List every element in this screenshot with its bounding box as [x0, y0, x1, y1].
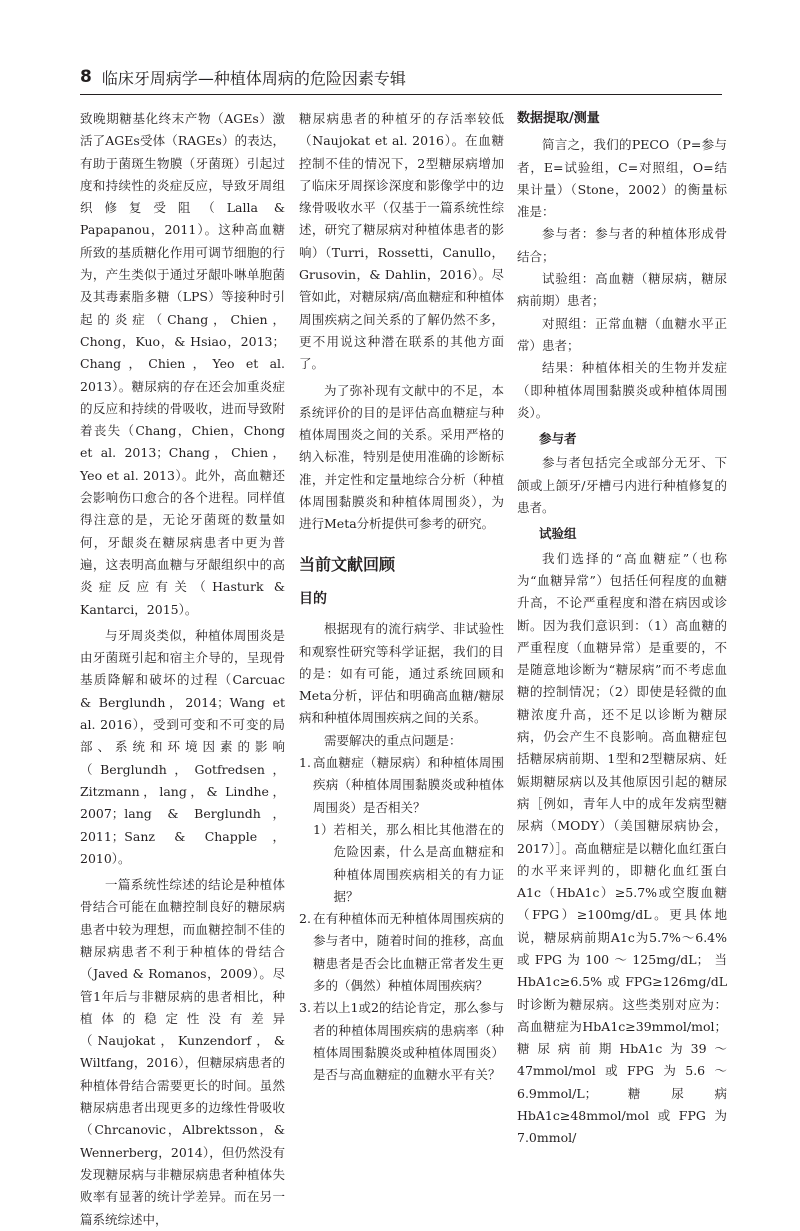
- column-middle: [299, 108, 504, 1086]
- paragraph: 需要解决的重点问题是：: [324, 732, 462, 748]
- minor-heading: 试验组: [539, 526, 577, 542]
- section-heading: 当前文献回顾: [299, 554, 396, 574]
- paragraph: 对照组：正常血糖（血糖水平正常）患者；: [517, 315, 727, 353]
- paragraph: 参与者包括完全或部分无牙、下颌或上颌牙/牙槽弓内进行种植修复的患者。: [517, 455, 727, 516]
- list-text: 高血糖症（糖尿病）和种植体周围疾病（种植体周围黏膜炎或种植体周围炎）是否相关？: [313, 755, 504, 815]
- paragraph: 致晚期糖基化终末产物（AGEs）激活了AGEs受体（RAGEs）的表达，有助于菌斑生物膜（牙菌斑）引起过度和持续性的炎症反应，导致牙周组织修复受阻（Lalla & Papapanou，2011）。这种高血糖所致的基质糖化作用可调节细胞的行为，产生类似于通过牙龈卟啉单胞菌及其毒素脂多糖（LPS）等接种时引起的炎症（Chang，Chien，Chong，Kuo，& Hsiao，2013；Chang，Chien，Yeo et al. 2013）。糖尿病的存在还会加重炎症的反应和持续的骨吸收，进而导致附着丧失（Chang，Chien，Chong et al. 2013；Chang，Chien，Yeo et al. 2013）。此外，高血糖还会影响伤口愈合的各个进程。同样值得注意的是，无论牙菌斑的数量如何，牙龈炎在糖尿病患者中更为普遍，这表明高血糖与牙龈组织中的高炎症反应有关（Hasturk & Kantarci，2015）。: [80, 111, 285, 617]
- page-header: [80, 62, 760, 92]
- list-number: 1.: [299, 755, 311, 771]
- list-item: [299, 997, 504, 1086]
- list-item: [299, 908, 504, 997]
- list-item: [299, 752, 504, 819]
- list-subitem: [313, 819, 504, 908]
- paragraph: 与牙周炎类似，种植体周围炎是由牙菌斑引起和宿主介导的，呈现骨基质降解和破坏的过程（Carcuac & Berglundh，2014；Wang et al. 2016），受到可变和不可变的局部、系统和环境因素的影响（Berglundh，Gotfredsen，Zitzmann，lang，& Lindhe，2007；lang & Berglundh，2011；Sanz & Chapple，2010）。: [80, 627, 285, 866]
- column-left: [80, 108, 285, 1231]
- paragraph: 为了弥补现有文献中的不足，本系统评价的目的是评估高血糖症与种植体周围炎之间的关系。采用严格的纳入标准，特别是使用准确的诊断标准，并定性和定量地综合分析（种植体周围黏膜炎和种植体周围炎），为进行Meta分析提供可参考的研究。: [299, 382, 504, 532]
- paragraph: 简言之，我们的PECO（P=参与者，E=试验组，C=对照组，O=结果计量）（Stone，2002）的衡量标准是：: [517, 137, 727, 220]
- column-right: [517, 108, 727, 1150]
- minor-heading: 参与者: [539, 431, 577, 447]
- paragraph: 结果：种植体相关的生物并发症（即种植体周围黏膜炎或种植体周围炎）。: [517, 360, 727, 420]
- header-rule: [80, 94, 722, 95]
- subsection-heading: 数据提取/测量: [517, 111, 600, 126]
- paragraph: 试验组：高血糖（糖尿病，糖尿病前期）患者；: [517, 271, 727, 309]
- page-number: 8: [80, 67, 92, 87]
- list-text: 若以上1或2的结论肯定，那么参与者的种植体周围疾病的患病率（种植体周围黏膜炎或种植体周围炎）是否与高血糖症的血糖水平有关？: [313, 1000, 504, 1083]
- paragraph: 我们选择的“高血糖症”（也称为“血糖异常”）包括任何程度的血糖升高，不论严重程度和潜在病因或诊断。因为我们意识到：（1）高血糖的严重程度（血糖异常）是重要的，不是随意地诊断为“糖尿病”而不考虑血糖的控制情况；（2）即使是轻微的血糖浓度升高，还不足以诊断为糖尿病，仍会产生不良影响。高血糖症包括糖尿病前期、1型和2型糖尿病、妊娠期糖尿病以及其他原因引起的糖尿病［例如，青年人中的成年发病型糖尿病（MODY）（美国糖尿病协会，2017）］。高血糖症是以糖化血红蛋白的水平来评判的，即糖化血红蛋白A1c（HbA1c）≥5.7%或空腹血糖（FPG）≥100mg/dL。更具体地说，糖尿病前期A1c为5.7%～6.4%或FPG为100～125mg/dL；当HbA1c≥6.5%或FPG≥126mg/dL时诊断为糖尿病。这些类别对应为：高血糖症为HbA1c≥39mmol/mol；糖尿病前期HbA1c为39～47mmol/mol或FPG为5.6～6.9mmol/L；糖尿病HbA1c≥48mmol/mol或FPG为7.0mmol/: [517, 550, 727, 1146]
- subsection-heading: 目的: [299, 590, 327, 607]
- list-number: 3.: [299, 1000, 311, 1016]
- paragraph: 糖尿病患者的种植牙的存活率较低（Naujokat et al. 2016）。在血糖控制不佳的情况下，2型糖尿病增加了临床牙周探诊深度和影像学中的边缘骨吸收水平（仅基于一篇系统性综述，研究了糖尿病对种植体患者的影响）（Turri，Rossetti，Canullo，Grusovin，& Dahlin，2016）。尽管如此，对糖尿病/高血糖症和种植体周围疾病之间关系的了解仍然不多，更不用说这种潜在联系的其他方面了。: [299, 111, 504, 372]
- paragraph: 根据现有的流行病学、非试验性和观察性研究等科学证据，我们的目的是：如有可能，通过系统回顾和Meta分析，评估和明确高血糖/糖尿病和种植体周围疾病之间的关系。: [299, 621, 504, 726]
- paragraph: 一篇系统性综述的结论是种植体骨结合可能在血糖控制良好的糖尿病患者中较为理想，而血糖控制不佳的糖尿病患者不利于种植体的骨结合（Javed & Romanos，2009）。尽管1年后与非糖尿病的患者相比，种植体的稳定性没有差异（Naujokat，Kunzendorf，& Wiltfang，2016），但糖尿病患者的种植体骨结合需要更长的时间。虽然糖尿病患者出现更多的边缘性骨吸收（Chrcanovic，Albrektsson，& Wennerberg，2014），但仍然没有发现糖尿病与非糖尿病患者种植体失败率有显著的统计学差异。而在另一篇系统综述中，: [80, 877, 285, 1227]
- list-text: 若相关，那么相比其他潜在的危险因素，什么是高血糖症和种植体周围疾病相关的有力证据？: [333, 821, 504, 904]
- paragraph: 参与者：参与者的种植体形成骨结合；: [517, 226, 727, 264]
- list-number: 2.: [299, 911, 311, 927]
- list-text: 在有种植体而无种植体周围疾病的参与者中，随着时间的推移，高血糖患者是否会比血糖正常者发生更多的（偶然）种植体周围疾病？: [313, 911, 504, 993]
- running-title: 临床牙周病学—种植体周病的危险因素专辑: [101, 68, 406, 88]
- list-number: 1）: [313, 821, 334, 837]
